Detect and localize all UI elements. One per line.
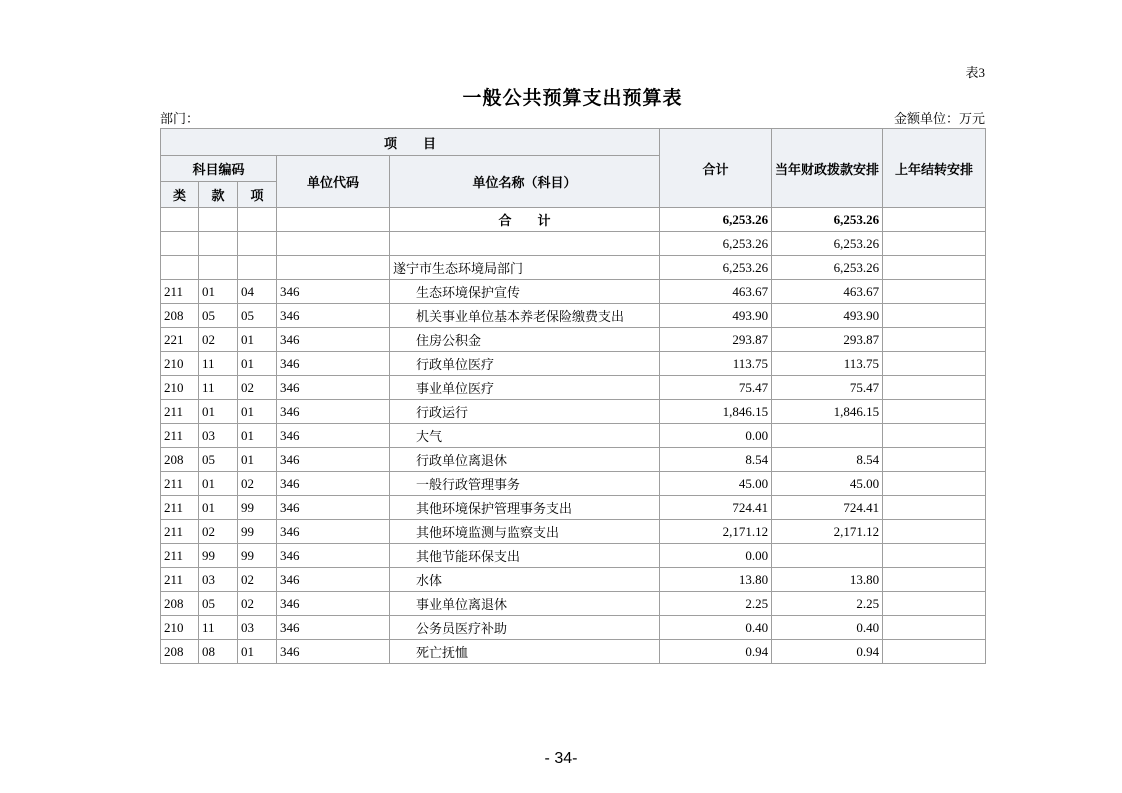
cell-item-code: 02 (238, 568, 277, 592)
cell-item-code: 01 (238, 400, 277, 424)
cell-item-code (238, 232, 277, 256)
cell-item-code: 01 (238, 424, 277, 448)
cell-fiscal: 6,253.26 (772, 232, 883, 256)
cell-section-code: 01 (199, 400, 238, 424)
cell-unit-code: 346 (277, 352, 390, 376)
budget-table (160, 128, 986, 664)
cell-total: 45.00 (660, 472, 772, 496)
cell-carryover (883, 592, 986, 616)
header-unit-name: 单位名称（科目） (390, 156, 660, 208)
cell-unit-code: 346 (277, 496, 390, 520)
table-header (161, 129, 986, 208)
cell-total: 113.75 (660, 352, 772, 376)
cell-section-code: 11 (199, 616, 238, 640)
cell-class-code: 210 (161, 616, 199, 640)
cell-unit-code (277, 256, 390, 280)
cell-item-code: 99 (238, 520, 277, 544)
cell-carryover (883, 256, 986, 280)
cell-unit-name: 公务员医疗补助 (390, 616, 660, 640)
cell-total: 75.47 (660, 376, 772, 400)
cell-item-code: 04 (238, 280, 277, 304)
cell-unit-name: 事业单位离退休 (390, 592, 660, 616)
table-row (161, 616, 986, 640)
cell-class-code: 211 (161, 400, 199, 424)
table-row (161, 424, 986, 448)
table-row (161, 280, 986, 304)
cell-class-code (161, 232, 199, 256)
header-subject-code-group: 科目编码 (161, 156, 277, 182)
header-item: 项 (238, 182, 277, 208)
cell-fiscal: 6,253.26 (772, 256, 883, 280)
cell-unit-name: 机关事业单位基本养老保险缴费支出 (390, 304, 660, 328)
cell-section-code: 01 (199, 472, 238, 496)
cell-total: 1,846.15 (660, 400, 772, 424)
cell-unit-code (277, 232, 390, 256)
page-number: - 34- (544, 750, 578, 767)
cell-carryover (883, 544, 986, 568)
cell-unit-name: 死亡抚恤 (390, 640, 660, 664)
cell-section-code (199, 256, 238, 280)
cell-carryover (883, 400, 986, 424)
cell-total: 2,171.12 (660, 520, 772, 544)
cell-class-code: 210 (161, 352, 199, 376)
header-unit-code: 单位代码 (277, 156, 390, 208)
cell-unit-code: 346 (277, 328, 390, 352)
cell-class-code: 208 (161, 640, 199, 664)
cell-item-code: 01 (238, 352, 277, 376)
cell-unit-name: 一般行政管理事务 (390, 472, 660, 496)
cell-item-code (238, 208, 277, 232)
cell-section-code: 05 (199, 448, 238, 472)
cell-carryover (883, 496, 986, 520)
table-row (161, 544, 986, 568)
cell-fiscal: 2,171.12 (772, 520, 883, 544)
cell-unit-name: 遂宁市生态环境局部门 (390, 256, 660, 280)
cell-class-code: 211 (161, 424, 199, 448)
cell-carryover (883, 304, 986, 328)
table-row (161, 352, 986, 376)
table-row (161, 520, 986, 544)
cell-class-code (161, 256, 199, 280)
cell-unit-name: 其他环境监测与监察支出 (390, 520, 660, 544)
cell-item-code: 01 (238, 448, 277, 472)
cell-class-code: 211 (161, 496, 199, 520)
cell-unit-name: 水体 (390, 568, 660, 592)
cell-carryover (883, 472, 986, 496)
cell-carryover (883, 616, 986, 640)
cell-total: 0.00 (660, 424, 772, 448)
cell-section-code: 05 (199, 592, 238, 616)
cell-total: 8.54 (660, 448, 772, 472)
cell-unit-code: 346 (277, 424, 390, 448)
cell-fiscal: 75.47 (772, 376, 883, 400)
table-row (161, 448, 986, 472)
header-carryover: 上年结转安排 (883, 129, 986, 208)
cell-carryover (883, 232, 986, 256)
cell-unit-name: 生态环境保护宣传 (390, 280, 660, 304)
cell-fiscal: 0.94 (772, 640, 883, 664)
table-row (161, 472, 986, 496)
cell-fiscal (772, 424, 883, 448)
cell-class-code: 211 (161, 280, 199, 304)
cell-carryover (883, 448, 986, 472)
cell-unit-name: 住房公积金 (390, 328, 660, 352)
cell-fiscal: 6,253.26 (772, 208, 883, 232)
table-row (161, 304, 986, 328)
cell-unit-code: 346 (277, 520, 390, 544)
table-body (161, 208, 986, 664)
cell-carryover (883, 568, 986, 592)
table-row (161, 496, 986, 520)
cell-carryover (883, 328, 986, 352)
cell-fiscal: 0.40 (772, 616, 883, 640)
cell-section-code: 11 (199, 376, 238, 400)
cell-class-code: 208 (161, 592, 199, 616)
table-row (161, 232, 986, 256)
cell-fiscal: 45.00 (772, 472, 883, 496)
cell-fiscal: 724.41 (772, 496, 883, 520)
meta-row (160, 108, 985, 127)
cell-section-code: 02 (199, 520, 238, 544)
cell-unit-name: 其他节能环保支出 (390, 544, 660, 568)
cell-fiscal: 2.25 (772, 592, 883, 616)
cell-fiscal: 13.80 (772, 568, 883, 592)
cell-unit-name: 行政单位医疗 (390, 352, 660, 376)
table-row (161, 328, 986, 352)
table-row (161, 400, 986, 424)
cell-fiscal: 113.75 (772, 352, 883, 376)
table-row (161, 256, 986, 280)
cell-class-code: 211 (161, 472, 199, 496)
cell-class-code: 208 (161, 448, 199, 472)
cell-fiscal (772, 544, 883, 568)
cell-section-code (199, 208, 238, 232)
amount-unit-label: 金额单位：万元 (893, 111, 985, 126)
cell-unit-code (277, 208, 390, 232)
cell-unit-code: 346 (277, 400, 390, 424)
cell-fiscal: 293.87 (772, 328, 883, 352)
cell-unit-code: 346 (277, 472, 390, 496)
cell-total: 724.41 (660, 496, 772, 520)
cell-total: 493.90 (660, 304, 772, 328)
cell-item-code: 99 (238, 496, 277, 520)
cell-carryover (883, 352, 986, 376)
cell-section-code: 05 (199, 304, 238, 328)
cell-fiscal: 493.90 (772, 304, 883, 328)
cell-item-code: 01 (238, 640, 277, 664)
header-section: 款 (199, 182, 238, 208)
cell-unit-code: 346 (277, 448, 390, 472)
cell-unit-code: 346 (277, 376, 390, 400)
cell-section-code: 03 (199, 568, 238, 592)
cell-total: 6,253.26 (660, 232, 772, 256)
cell-carryover (883, 520, 986, 544)
cell-unit-name: 大气 (390, 424, 660, 448)
cell-section-code: 99 (199, 544, 238, 568)
table-row (161, 208, 986, 232)
cell-unit-code: 346 (277, 544, 390, 568)
cell-item-code (238, 256, 277, 280)
cell-section-code: 03 (199, 424, 238, 448)
cell-unit-name: 行政单位离退休 (390, 448, 660, 472)
cell-section-code: 02 (199, 328, 238, 352)
cell-carryover (883, 640, 986, 664)
cell-item-code: 05 (238, 304, 277, 328)
department-label: 部门： (160, 111, 200, 126)
cell-section-code (199, 232, 238, 256)
cell-unit-name: 行政运行 (390, 400, 660, 424)
cell-unit-code: 346 (277, 640, 390, 664)
cell-item-code: 02 (238, 592, 277, 616)
cell-class-code: 211 (161, 520, 199, 544)
cell-unit-code: 346 (277, 280, 390, 304)
cell-unit-code: 346 (277, 304, 390, 328)
cell-total: 293.87 (660, 328, 772, 352)
cell-carryover (883, 376, 986, 400)
cell-unit-name: 事业单位医疗 (390, 376, 660, 400)
cell-carryover (883, 208, 986, 232)
cell-section-code: 08 (199, 640, 238, 664)
cell-unit-name (390, 232, 660, 256)
cell-class-code: 210 (161, 376, 199, 400)
table-row (161, 640, 986, 664)
cell-unit-code: 346 (277, 592, 390, 616)
sheet-label: 表3 (965, 65, 985, 80)
cell-item-code: 02 (238, 472, 277, 496)
cell-class-code: 208 (161, 304, 199, 328)
cell-item-code: 02 (238, 376, 277, 400)
cell-total: 0.40 (660, 616, 772, 640)
cell-unit-name: 合 计 (390, 208, 660, 232)
cell-total: 0.00 (660, 544, 772, 568)
cell-fiscal: 1,846.15 (772, 400, 883, 424)
table-row (161, 376, 986, 400)
cell-total: 0.94 (660, 640, 772, 664)
header-fiscal: 当年财政拨款安排 (772, 129, 883, 208)
cell-item-code: 01 (238, 328, 277, 352)
cell-class-code: 211 (161, 568, 199, 592)
cell-carryover (883, 424, 986, 448)
cell-unit-name: 其他环境保护管理事务支出 (390, 496, 660, 520)
cell-unit-code: 346 (277, 616, 390, 640)
cell-item-code: 99 (238, 544, 277, 568)
cell-fiscal: 463.67 (772, 280, 883, 304)
cell-section-code: 11 (199, 352, 238, 376)
cell-unit-code: 346 (277, 568, 390, 592)
header-total: 合计 (660, 129, 772, 208)
cell-total: 13.80 (660, 568, 772, 592)
cell-total: 2.25 (660, 592, 772, 616)
cell-class-code: 221 (161, 328, 199, 352)
table-row (161, 568, 986, 592)
cell-total: 6,253.26 (660, 208, 772, 232)
header-class: 类 (161, 182, 199, 208)
table-row (161, 592, 986, 616)
cell-section-code: 01 (199, 496, 238, 520)
cell-total: 463.67 (660, 280, 772, 304)
cell-class-code (161, 208, 199, 232)
header-project-group: 项 目 (161, 129, 660, 156)
cell-total: 6,253.26 (660, 256, 772, 280)
cell-section-code: 01 (199, 280, 238, 304)
cell-fiscal: 8.54 (772, 448, 883, 472)
page-title: 一般公共预算支出预算表 (462, 88, 683, 109)
cell-class-code: 211 (161, 544, 199, 568)
cell-carryover (883, 280, 986, 304)
cell-item-code: 03 (238, 616, 277, 640)
